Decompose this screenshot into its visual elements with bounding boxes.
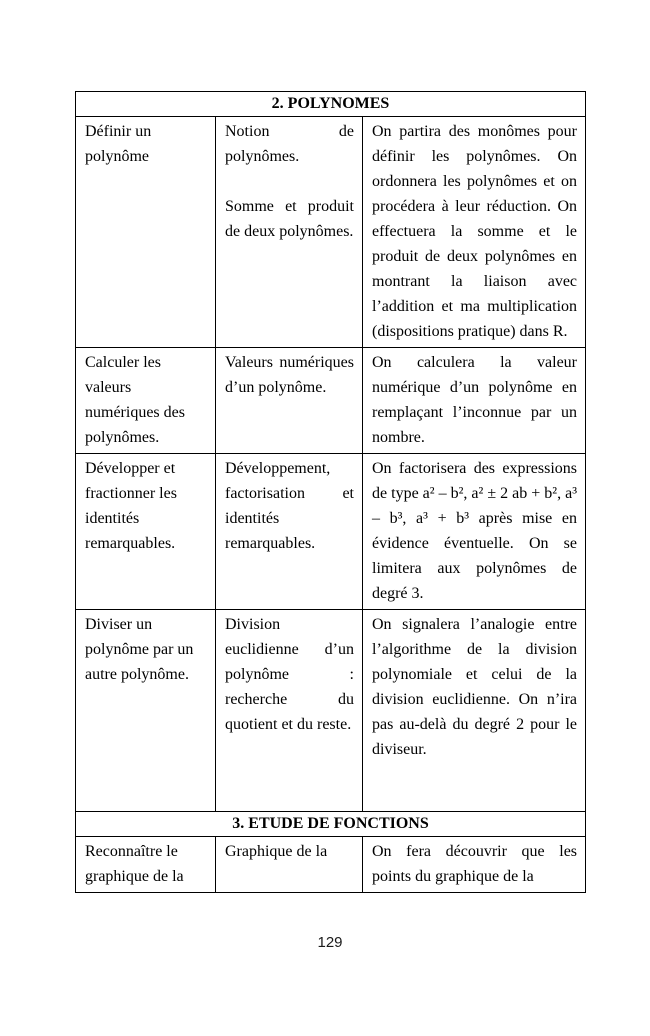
page-number: 129 xyxy=(317,934,343,951)
section-header-row xyxy=(76,92,586,117)
cell-commentaires xyxy=(363,348,586,454)
table-row xyxy=(76,117,586,348)
curriculum-table xyxy=(75,91,586,893)
competence-text: Définir un polynôme xyxy=(85,123,152,165)
cell-contenus xyxy=(216,348,363,454)
cell-competence xyxy=(76,837,216,893)
competence-text: Reconnaître le graphique de la xyxy=(85,843,184,885)
cell-contenus xyxy=(216,117,363,348)
table-row xyxy=(76,454,586,610)
cell-contenus xyxy=(216,837,363,893)
competence-text: Développer et fractionner les identités remarquables. xyxy=(85,460,177,552)
cell-commentaires xyxy=(363,117,586,348)
commentaire-text: On partira des monômes pour définir les polynômes. On ordonnera les polynômes et on procédera à leur réduction. On effectuera la somme et le produit de deux polynômes en montrant la liaison avec l’addition et ma multiplication (dispositions pratique) dans R. xyxy=(372,123,578,340)
contenu-paragraph: Somme et produit de deux polynômes. xyxy=(225,198,354,240)
section-header-etude-de-fonctions: 3. ETUDE DE FONCTIONS xyxy=(76,812,586,837)
cell-commentaires xyxy=(363,610,586,812)
table-row xyxy=(76,610,586,812)
contenu-paragraph: Division euclidienne d’un polynôme : recherche du quotient et du reste. xyxy=(225,616,354,733)
commentaire-text: On calculera la valeur numérique d’un polynôme en remplaçant l’inconnue par un nombre. xyxy=(372,354,578,446)
commentaire-text: On factorisera des expressions de type a² – b², a² ± 2 ab + b², a³ – b³, a³ + b³ après mise en évidence éventuelle. On se limitera aux polynômes de degré 3. xyxy=(372,460,578,602)
cell-competence xyxy=(76,117,216,348)
table-row xyxy=(76,348,586,454)
cell-contenus xyxy=(216,454,363,610)
section-header-polynomes: 2. POLYNOMES xyxy=(76,92,586,117)
contenu-paragraph: Développement, factorisation et identités remarquables. xyxy=(225,460,354,552)
competence-text: Diviser un polynôme par un autre polynôme. xyxy=(85,616,194,683)
cell-competence xyxy=(76,454,216,610)
cell-commentaires xyxy=(363,837,586,893)
commentaire-text: On fera découvrir que les points du graphique de la xyxy=(372,843,578,885)
contenu-paragraph: Valeurs numériques d’un polynôme. xyxy=(225,354,354,396)
cell-contenus xyxy=(216,610,363,812)
cell-competence xyxy=(76,610,216,812)
cell-commentaires xyxy=(363,454,586,610)
cell-competence xyxy=(76,348,216,454)
section-header-row xyxy=(76,812,586,837)
competence-text: Calculer les valeurs numériques des polynômes. xyxy=(85,354,185,446)
table-row xyxy=(76,837,586,893)
contenu-paragraph: Graphique de la xyxy=(225,843,328,860)
commentaire-text: On signalera l’analogie entre l’algorithme de la division polynomiale et celui de la division euclidienne. On n’ira pas au-delà du degré 2 pour le diviseur. xyxy=(372,616,578,758)
contenu-paragraph: Notion de polynômes. xyxy=(225,123,354,165)
